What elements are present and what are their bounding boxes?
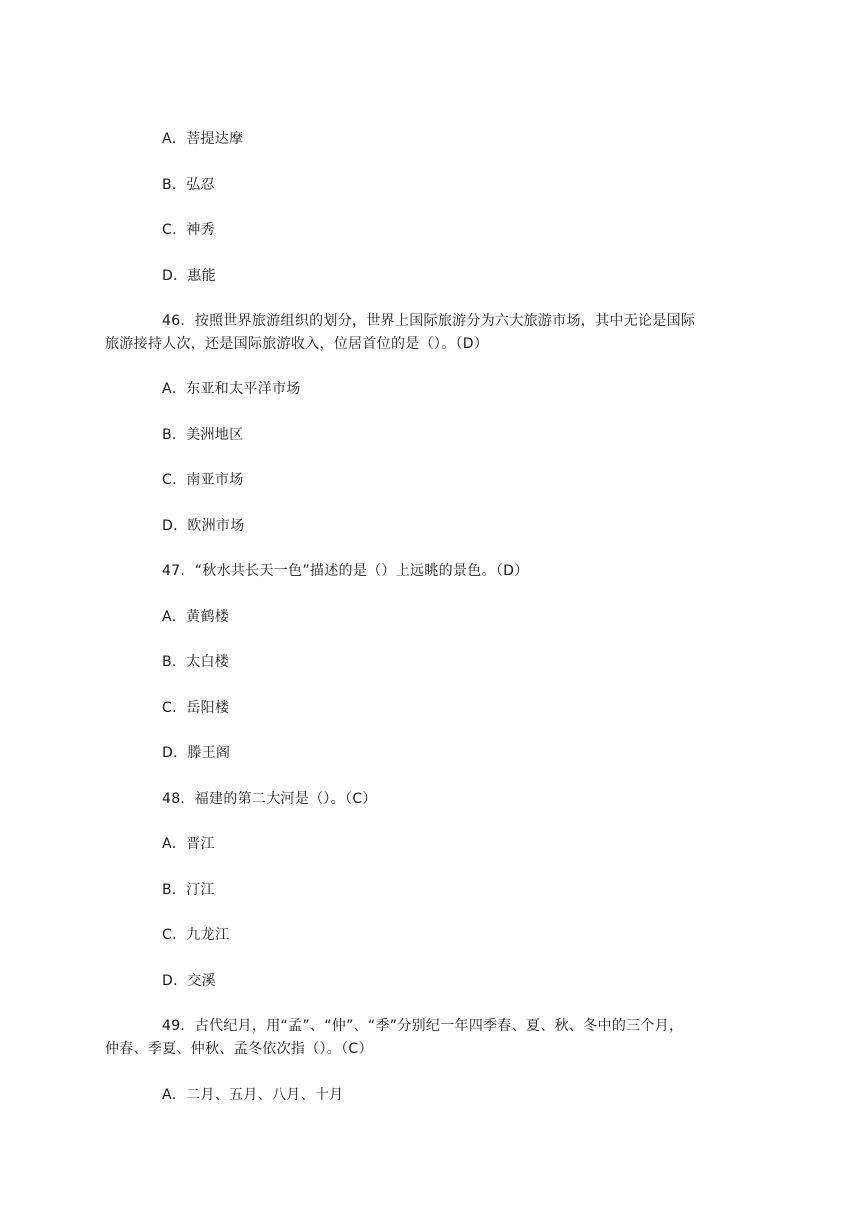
q47-option-c: C．岳阳楼 bbox=[162, 700, 230, 716]
q47-option-a: A．黄鹤楼 bbox=[162, 609, 230, 625]
q46-option-a: A．东亚和太平洋市场 bbox=[162, 381, 301, 397]
q48-text-line1: 48．福建的第二大河是（）。（C） bbox=[162, 791, 377, 807]
q47-option-d: D．滕王阁 bbox=[162, 745, 231, 761]
q45-option-b: B．弘忍 bbox=[162, 177, 215, 193]
q46-option-c: C．南亚市场 bbox=[162, 472, 244, 488]
q46-option-d: D．欧洲市场 bbox=[162, 518, 245, 534]
q45-option-c: C．神秀 bbox=[162, 222, 215, 238]
q46-text-line1: 46．按照世界旅游组织的划分，世界上国际旅游分为六大旅游市场，其中无论是国际 bbox=[162, 313, 696, 329]
q48-option-d: D．交溪 bbox=[162, 973, 216, 989]
q48-option-b: B．汀江 bbox=[162, 882, 215, 898]
q49-text-line1: 49．古代纪月，用“孟”、“仲”、“季”分别纪一年四季春、夏、秋、冬中的三个月， bbox=[162, 1018, 684, 1034]
q49-option-a: A．二月、五月、八月、十月 bbox=[162, 1087, 344, 1103]
q48-option-c: C．九龙江 bbox=[162, 927, 230, 943]
q48-option-a: A．晋江 bbox=[162, 836, 215, 852]
q45-option-d: D．惠能 bbox=[162, 268, 216, 284]
q46-option-b: B．美洲地区 bbox=[162, 427, 244, 443]
q46-text-line2: 旅游接持人次，还是国际旅游收入，位居首位的是（）。（D） bbox=[105, 336, 489, 352]
q45-option-a: A．菩提达摩 bbox=[162, 131, 244, 147]
q47-text-line1: 47．“秋水共长天一色”描述的是（）上远眺的景色。（D） bbox=[162, 563, 529, 579]
q47-option-b: B．太白楼 bbox=[162, 654, 230, 670]
q49-text-line2: 仲春、季夏、仲秋、孟冬依次指（）。（C） bbox=[105, 1041, 373, 1057]
